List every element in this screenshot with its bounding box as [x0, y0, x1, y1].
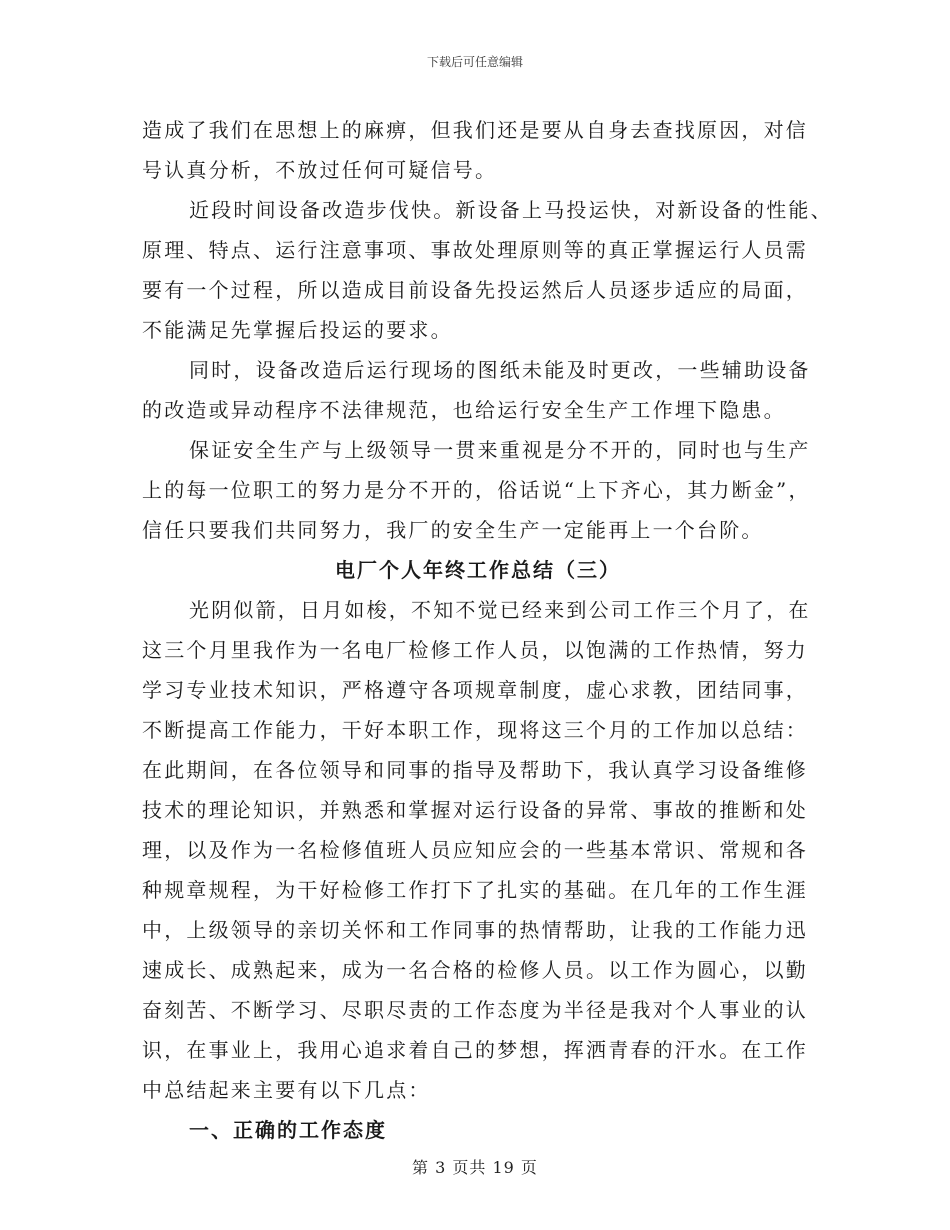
paragraph-line: 识，在事业上，我用心追求着自己的梦想，挥洒青春的汗水。在工作 — [142, 1038, 808, 1062]
paragraph-line: 技术的理论知识，并熟悉和掌握对运行设备的异常、事故的推断和处 — [142, 798, 808, 822]
paragraph-line: 的改造或异动程序不法律规范，也给运行安全生产工作埋下隐患。 — [142, 398, 786, 422]
paragraph-line: 这三个月里我作为一名电厂检修工作人员，以饱满的工作热情，努力 — [142, 638, 808, 662]
paragraph-line: 光阴似箭，日月如梭，不知不觉已经来到公司工作三个月了，在 — [189, 598, 811, 622]
paragraph-line: 原理、特点、运行注意事项、事故处理原则等的真正掌握运行人员需 — [142, 238, 808, 262]
paragraph-line: 信任只要我们共同努力，我厂的安全生产一定能再上一个台阶。 — [142, 518, 764, 542]
paragraph-line: 同时，设备改造后运行现场的图纸未能及时更改，一些辅助设备 — [189, 358, 811, 382]
paragraph-line: 保证安全生产与上级领导一贯来重视是分不开的，同时也与生产 — [189, 438, 811, 462]
paragraph-line: 不能满足先掌握后投运的要求。 — [142, 318, 453, 342]
paragraph-line: 种规章规程，为干好检修工作打下了扎实的基础。在几年的工作生涯 — [142, 878, 808, 902]
paragraph-line: 造成了我们在思想上的麻痹，但我们还是要从自身去查找原因，对信 — [142, 118, 808, 142]
page-number: 第 3 页共 19 页 — [412, 1158, 538, 1177]
paragraph-line: 学习专业技术知识，严格遵守各项规章制度，虚心求教，团结同事， — [142, 678, 808, 702]
document-body — [142, 110, 833, 1150]
paragraph-line: 近段时间设备改造步伐快。新设备上马投运快，对新设备的性能、 — [189, 198, 833, 222]
subheading: 一、正确的工作态度 — [189, 1118, 387, 1142]
paragraph-line: 要有一个过程，所以造成目前设备先投运然后人员逐步适应的局面， — [142, 278, 808, 302]
paragraph-line: 上的每一位职工的努力是分不开的，俗话说“上下齐心，其力断金”， — [142, 478, 811, 502]
paragraph-line: 奋刻苦、不断学习、尽职尽责的工作态度为半径是我对个人事业的认 — [142, 998, 808, 1022]
paragraph-line: 在此期间，在各位领导和同事的指导及帮助下，我认真学习设备维修 — [142, 758, 808, 782]
paragraph-line: 中，上级领导的亲切关怀和工作同事的热情帮助，让我的工作能力迅 — [142, 918, 808, 942]
paragraph-line: 号认真分析，不放过任何可疑信号。 — [142, 158, 498, 182]
paragraph-line: 理，以及作为一名检修值班人员应知应会的一些基本常识、常规和各 — [142, 838, 808, 862]
section-title: 电厂个人年终工作总结（三） — [335, 558, 621, 582]
page-header-note: 下载后可任意编辑 — [426, 55, 523, 69]
paragraph-line: 中总结起来主要有以下几点： — [142, 1078, 431, 1102]
paragraph-line: 不断提高工作能力，干好本职工作，现将这三个月的工作加以总结： — [142, 718, 808, 742]
paragraph-line: 速成长、成熟起来，成为一名合格的检修人员。以工作为圆心，以勤 — [142, 958, 808, 982]
